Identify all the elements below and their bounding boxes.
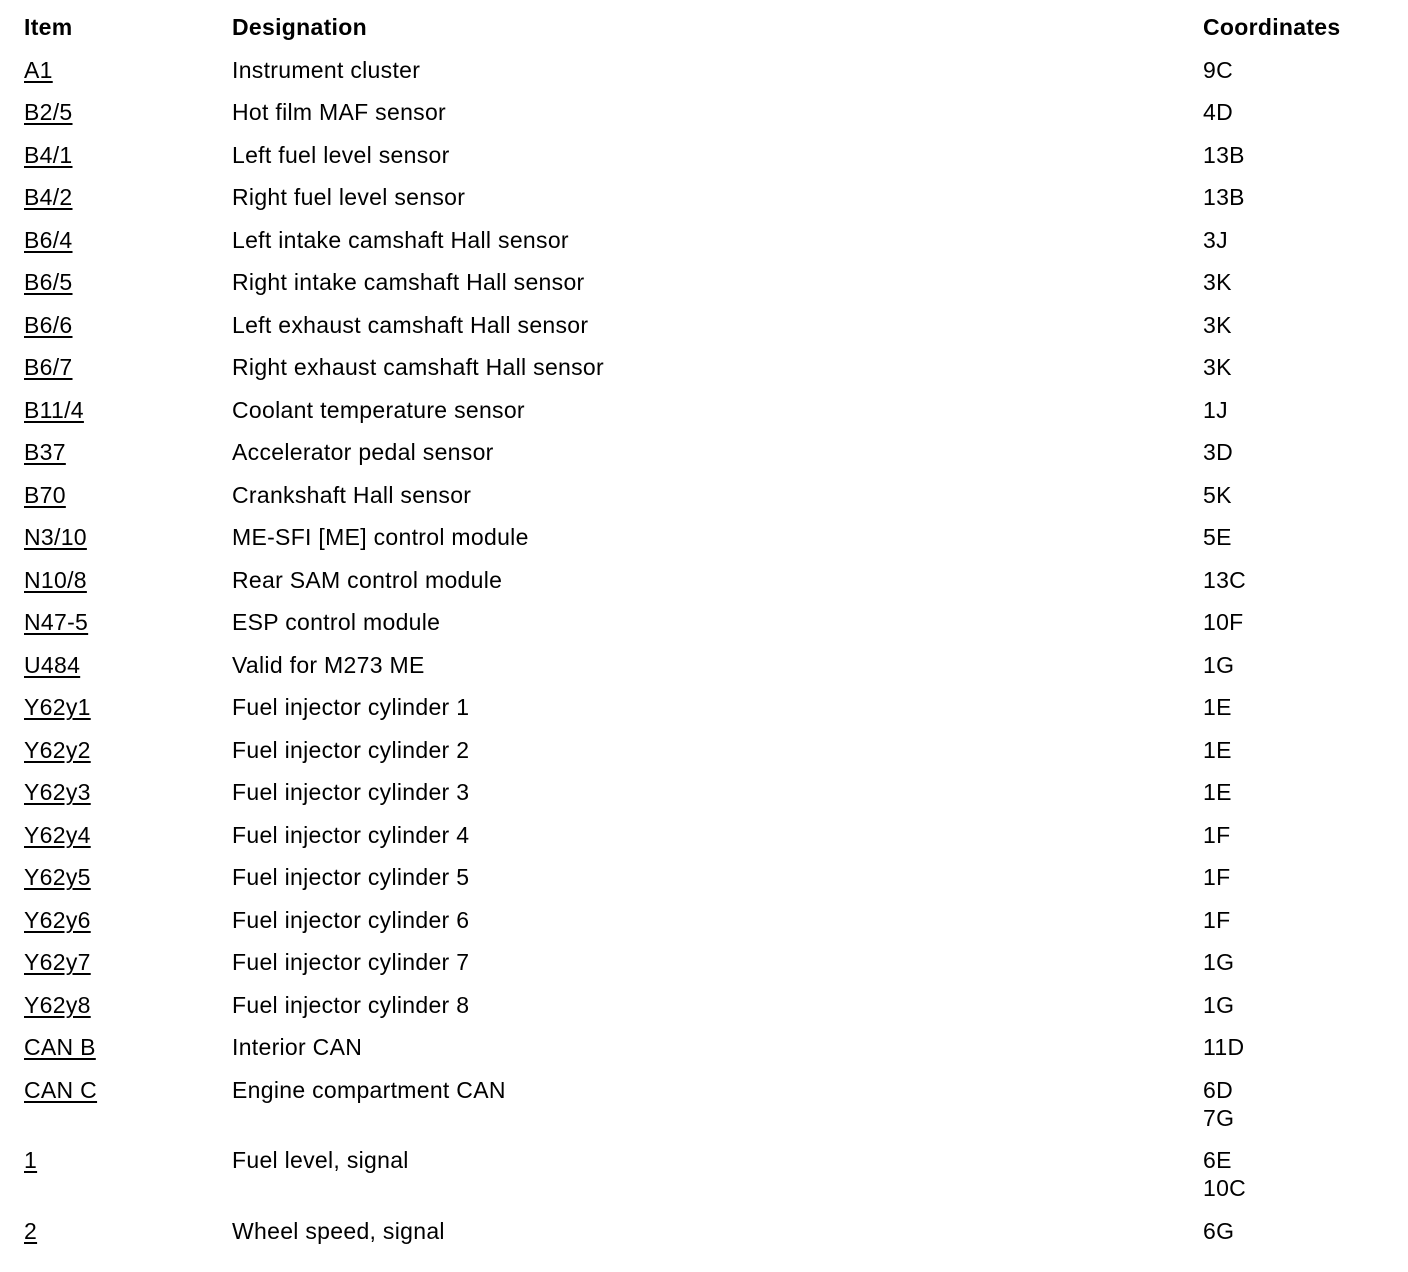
table-row <box>0 1033 1408 1061</box>
header-item: Item <box>24 14 73 40</box>
coordinates-cell <box>1203 438 1408 466</box>
coordinate-value: 10C <box>1203 1175 1247 1201</box>
header-designation: Designation <box>232 14 367 40</box>
item-link[interactable]: B4/1 <box>24 141 73 168</box>
coordinates-cell <box>1203 226 1408 254</box>
coordinate-value: 9C <box>1203 56 1234 83</box>
item-cell <box>0 311 232 339</box>
table-row <box>0 948 1408 976</box>
table-row <box>0 778 1408 806</box>
designation-cell: Valid for M273 ME <box>232 651 425 678</box>
table-row <box>0 311 1408 339</box>
designation-cell: Coolant temperature sensor <box>232 396 525 423</box>
designation-cell: Instrument cluster <box>232 56 421 83</box>
coordinate-value: 1E <box>1203 694 1232 720</box>
item-cell <box>0 56 232 84</box>
coordinates-cell <box>1203 141 1408 169</box>
item-link[interactable]: B70 <box>24 481 66 508</box>
item-cell <box>0 906 232 934</box>
designation-cell: Rear SAM control module <box>232 566 503 593</box>
item-cell <box>0 98 232 126</box>
coordinate-value: 13B <box>1203 184 1245 210</box>
coordinates-cell <box>1203 948 1408 976</box>
item-cell <box>0 1146 232 1174</box>
coordinate-value: 13B <box>1203 141 1245 168</box>
coordinate-value: 3K <box>1203 269 1232 295</box>
coordinate-value: 1G <box>1203 991 1235 1018</box>
coordinates-cell <box>1203 693 1408 721</box>
item-cell <box>0 821 232 849</box>
designation-cell: Wheel speed, signal <box>232 1217 445 1244</box>
table-row <box>0 438 1408 466</box>
coordinates-cell <box>1203 268 1408 296</box>
table-row <box>0 821 1408 849</box>
coordinates-cell <box>1203 311 1408 339</box>
coordinates-cell <box>1203 863 1408 891</box>
coordinate-value: 1F <box>1203 821 1231 848</box>
table-row <box>0 991 1408 1019</box>
item-link[interactable]: N3/10 <box>24 524 87 550</box>
table-row <box>0 1217 1408 1245</box>
coordinate-value: 3D <box>1203 439 1234 465</box>
coordinate-value: 4D <box>1203 99 1234 125</box>
designation-cell: Fuel injector cylinder 6 <box>232 906 470 933</box>
item-cell <box>0 1217 232 1245</box>
item-link[interactable]: U484 <box>24 651 81 678</box>
table-row <box>0 523 1408 551</box>
coordinate-value: 1F <box>1203 906 1231 933</box>
coordinates-cell <box>1203 353 1408 381</box>
designation-cell: Fuel injector cylinder 4 <box>232 821 470 848</box>
coordinate-value: 6G <box>1203 1217 1235 1244</box>
item-link[interactable]: B6/6 <box>24 311 73 338</box>
coordinate-value: 5E <box>1203 524 1232 550</box>
table-body <box>0 56 1408 1245</box>
item-cell <box>0 268 232 296</box>
coordinates-cell <box>1203 1146 1408 1202</box>
table-row <box>0 353 1408 381</box>
coordinate-value: 3K <box>1203 354 1232 380</box>
item-link[interactable]: B11/4 <box>24 396 84 423</box>
designation-cell: Fuel injector cylinder 1 <box>232 694 470 720</box>
designation-cell: Fuel injector cylinder 8 <box>232 991 470 1018</box>
item-cell <box>0 736 232 764</box>
item-cell <box>0 566 232 594</box>
coordinate-value: 6D <box>1203 1076 1234 1103</box>
coordinate-value: 1G <box>1203 651 1235 678</box>
coordinate-value: 10F <box>1203 609 1244 635</box>
table-header <box>0 13 1408 41</box>
item-link[interactable]: Y62y6 <box>24 906 91 933</box>
coordinate-value: 13C <box>1203 566 1247 593</box>
item-cell <box>0 396 232 424</box>
designation-cell: ESP control module <box>232 609 441 635</box>
designation-cell: Fuel injector cylinder 5 <box>232 864 470 890</box>
item-cell <box>0 863 232 891</box>
item-cell <box>0 693 232 721</box>
coordinate-value: 7G <box>1203 1104 1235 1131</box>
item-cell <box>0 948 232 976</box>
coordinates-cell <box>1203 736 1408 764</box>
item-cell <box>0 608 232 636</box>
designation-cell: Right exhaust camshaft Hall sensor <box>232 354 604 380</box>
designation-cell: Fuel level, signal <box>232 1147 409 1173</box>
coordinates-cell <box>1203 906 1408 934</box>
table-row <box>0 693 1408 721</box>
item-link[interactable]: Y62y5 <box>24 864 91 890</box>
designation-cell: Fuel injector cylinder 7 <box>232 949 470 975</box>
coordinates-cell <box>1203 821 1408 849</box>
designation-cell: Interior CAN <box>232 1034 363 1060</box>
item-link[interactable]: CAN B <box>24 1034 96 1060</box>
coordinates-cell <box>1203 1076 1408 1132</box>
table-row <box>0 1076 1408 1132</box>
designation-cell: Crankshaft Hall sensor <box>232 481 472 508</box>
item-cell <box>0 183 232 211</box>
designation-cell: Engine compartment CAN <box>232 1076 506 1103</box>
item-cell <box>0 778 232 806</box>
coordinates-cell <box>1203 778 1408 806</box>
item-cell <box>0 523 232 551</box>
table-row <box>0 183 1408 211</box>
coordinates-cell <box>1203 651 1408 679</box>
designation-cell: ME-SFI [ME] control module <box>232 524 529 550</box>
designation-cell: Hot film MAF sensor <box>232 99 447 125</box>
table-row <box>0 56 1408 84</box>
item-link[interactable]: Y62y3 <box>24 779 91 805</box>
designation-cell: Right intake camshaft Hall sensor <box>232 269 585 295</box>
designation-cell: Fuel injector cylinder 3 <box>232 779 470 805</box>
table-row <box>0 863 1408 891</box>
coordinates-cell <box>1203 608 1408 636</box>
item-link[interactable]: Y62y8 <box>24 991 91 1018</box>
header-coordinates: Coordinates <box>1203 14 1341 40</box>
item-link[interactable]: B6/4 <box>24 226 73 253</box>
designation-cell: Fuel injector cylinder 2 <box>232 736 470 763</box>
designation-cell: Left exhaust camshaft Hall sensor <box>232 311 589 338</box>
coordinate-value: 11D <box>1203 1034 1245 1060</box>
coordinate-value: 5K <box>1203 481 1232 508</box>
coordinates-cell <box>1203 566 1408 594</box>
table-row <box>0 481 1408 509</box>
coordinate-value: 3K <box>1203 311 1232 338</box>
coordinate-value: 1E <box>1203 736 1232 763</box>
coordinate-value: 1G <box>1203 949 1235 975</box>
item-link[interactable]: Y62y1 <box>24 694 91 720</box>
coordinates-cell <box>1203 481 1408 509</box>
item-cell <box>0 481 232 509</box>
designation-cell: Accelerator pedal sensor <box>232 439 494 465</box>
coordinate-value: 1E <box>1203 779 1232 805</box>
coordinates-cell <box>1203 56 1408 84</box>
coordinates-cell <box>1203 98 1408 126</box>
item-link[interactable]: N47-5 <box>24 609 89 635</box>
coordinate-value: 1J <box>1203 396 1228 423</box>
item-cell <box>0 1076 232 1104</box>
table-row <box>0 396 1408 424</box>
table-row <box>0 98 1408 126</box>
item-cell <box>0 1033 232 1061</box>
coordinates-cell <box>1203 523 1408 551</box>
coordinates-cell <box>1203 1217 1408 1245</box>
item-cell <box>0 353 232 381</box>
table-row <box>0 651 1408 679</box>
item-link[interactable]: B37 <box>24 439 66 465</box>
table-row <box>0 566 1408 594</box>
item-link[interactable]: B2/5 <box>24 99 73 125</box>
item-link[interactable]: A1 <box>24 56 53 83</box>
coordinates-cell <box>1203 396 1408 424</box>
item-link[interactable]: B4/2 <box>24 184 73 210</box>
item-cell <box>0 991 232 1019</box>
coordinate-value: 6E <box>1203 1147 1232 1173</box>
item-cell <box>0 651 232 679</box>
table-row <box>0 141 1408 169</box>
item-link[interactable]: B6/5 <box>24 269 73 295</box>
item-link[interactable]: 1 <box>24 1147 38 1173</box>
item-cell <box>0 438 232 466</box>
coordinates-cell <box>1203 183 1408 211</box>
item-link[interactable]: Y62y7 <box>24 949 91 975</box>
designation-cell: Left fuel level sensor <box>232 141 450 168</box>
coordinates-cell <box>1203 991 1408 1019</box>
designation-cell: Left intake camshaft Hall sensor <box>232 226 569 253</box>
table-row <box>0 268 1408 296</box>
designation-cell: Right fuel level sensor <box>232 184 466 210</box>
item-cell <box>0 141 232 169</box>
item-link[interactable]: B6/7 <box>24 354 73 380</box>
item-link[interactable]: 2 <box>24 1217 38 1244</box>
item-link[interactable]: CAN C <box>24 1076 98 1103</box>
table-row <box>0 736 1408 764</box>
table-row <box>0 608 1408 636</box>
coordinate-value: 3J <box>1203 226 1228 253</box>
item-link[interactable]: N10/8 <box>24 566 87 593</box>
table-row <box>0 1146 1408 1202</box>
item-cell <box>0 226 232 254</box>
table-row <box>0 906 1408 934</box>
item-link[interactable]: Y62y4 <box>24 821 91 848</box>
coordinate-value: 1F <box>1203 864 1231 890</box>
item-link[interactable]: Y62y2 <box>24 736 91 763</box>
coordinates-cell <box>1203 1033 1408 1061</box>
table-row <box>0 226 1408 254</box>
